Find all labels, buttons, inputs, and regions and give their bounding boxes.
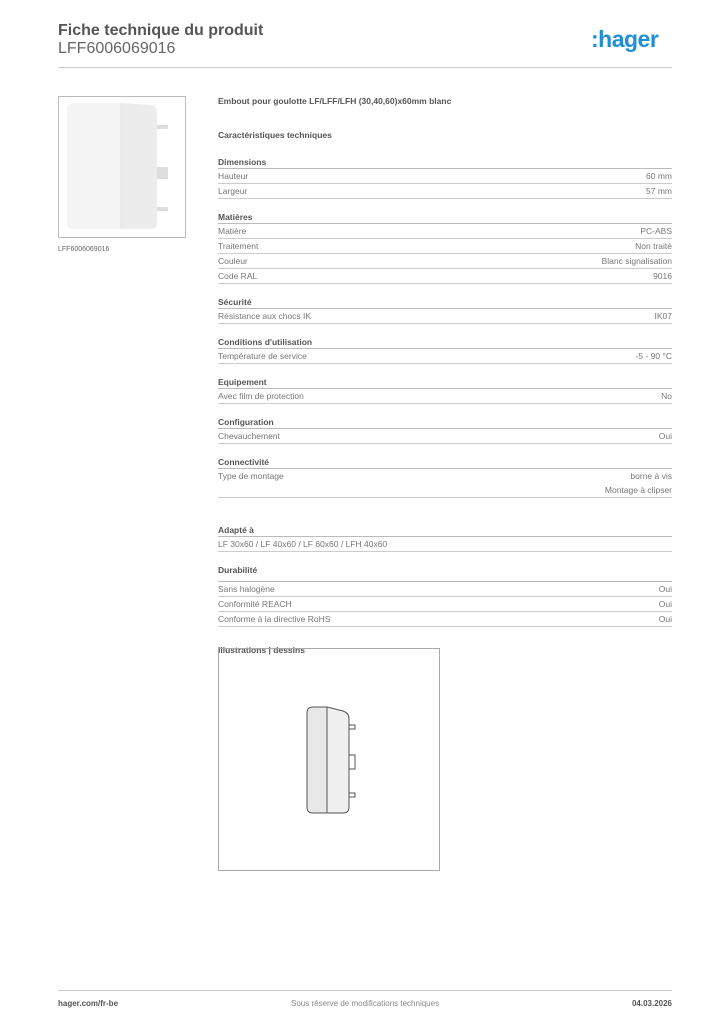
- spec-row: [218, 239, 672, 254]
- spec-value: PC-ABS: [640, 226, 672, 236]
- spec-row: [218, 537, 672, 552]
- spec-row: [218, 254, 672, 269]
- spec-label: Couleur: [218, 256, 248, 266]
- spec-section: [218, 156, 672, 199]
- product-image: [58, 96, 186, 238]
- product-reference: LFF6006069016: [58, 40, 176, 57]
- characteristics-title: Caractéristiques techniques: [218, 130, 332, 140]
- spec-value: 57 mm: [646, 186, 672, 196]
- spec-row: [218, 184, 672, 199]
- spec-label: Type de montage: [218, 471, 284, 481]
- spec-label: Matière: [218, 226, 247, 236]
- spec-row: [218, 469, 672, 498]
- spec-row: [218, 169, 672, 184]
- section-title: Equipement: [218, 376, 672, 389]
- spec-value: Non traité: [635, 241, 672, 251]
- spec-label: Hauteur: [218, 171, 249, 181]
- section-title: Dimensions: [218, 156, 672, 169]
- spec-section: [218, 296, 672, 324]
- section-title: Durabilité: [218, 564, 672, 582]
- spec-section: [218, 336, 672, 364]
- spec-section: [218, 376, 672, 404]
- spec-label: Largeur: [218, 186, 248, 196]
- spec-value: Oui: [658, 614, 672, 624]
- spec-value: IK07: [654, 311, 672, 321]
- spec-label: Avec film de protection: [218, 391, 304, 401]
- footer-divider: [58, 990, 672, 991]
- spec-value: Oui: [658, 599, 672, 609]
- spec-section: [218, 416, 672, 444]
- spec-row: [218, 269, 672, 284]
- spec-label: Résistance aux chocs IK: [218, 311, 312, 321]
- product-details: [218, 96, 672, 655]
- section-title: Connectivité: [218, 456, 672, 469]
- section-title: Sécurité: [218, 296, 672, 309]
- spec-value: 60 mm: [646, 171, 672, 181]
- spec-value: Oui: [658, 584, 672, 594]
- spec-value: LF 30x60 / LF 40x60 / LF 60x60 / LFH 40x60: [218, 539, 388, 549]
- spec-value: Oui: [658, 431, 672, 441]
- section-title: Matières: [218, 211, 672, 224]
- section-durability: [218, 564, 672, 627]
- spec-label: Traitement: [218, 241, 259, 251]
- spec-label: Sans halogène: [218, 584, 275, 594]
- spec-row: [218, 389, 672, 404]
- spec-section: [218, 456, 672, 498]
- spec-label: Conforme à la directive RoHS: [218, 614, 331, 624]
- section-title: Configuration: [218, 416, 672, 429]
- section-title: Conditions d'utilisation: [218, 336, 672, 349]
- spec-label: Code RAL: [218, 271, 258, 281]
- footer-notice: Sous réserve de modifications techniques: [291, 999, 440, 1008]
- illustrations-title: Illustrations | dessins: [218, 645, 305, 655]
- header-divider: [58, 67, 672, 68]
- spec-row: [218, 309, 672, 324]
- footer-website-link[interactable]: hager.com/fr-be: [58, 999, 119, 1008]
- spec-row: [218, 429, 672, 444]
- spec-section: [218, 211, 672, 284]
- spec-row: [218, 597, 672, 612]
- footer-date: 04.03.2026: [631, 999, 672, 1008]
- product-title: Embout pour goulotte LF/LFF/LFH (30,40,60)x60mm blanc: [218, 96, 452, 106]
- spec-value: 9016: [653, 271, 672, 281]
- spec-value: -5 - 90 °C: [635, 351, 672, 361]
- spec-label: Conformité REACH: [218, 599, 292, 609]
- spec-label: Chevauchement: [218, 431, 280, 441]
- page-title: Fiche technique du produit: [58, 22, 264, 39]
- spec-row: [218, 582, 672, 597]
- spec-value: No: [661, 391, 672, 401]
- spec-value: Blanc signalisation: [601, 256, 672, 266]
- illustration-drawing: [218, 648, 440, 871]
- product-image-caption: LFF6006069016: [58, 246, 110, 253]
- section-title: Adapté à: [218, 524, 672, 537]
- section-adapted: [218, 524, 672, 552]
- spec-row: [218, 612, 672, 627]
- spec-row: [218, 349, 672, 364]
- hager-logo: :hager: [591, 26, 659, 52]
- spec-label: Température de service: [218, 351, 307, 361]
- spec-value: borne à vis Montage à clipser: [604, 471, 672, 495]
- spec-row: [218, 224, 672, 239]
